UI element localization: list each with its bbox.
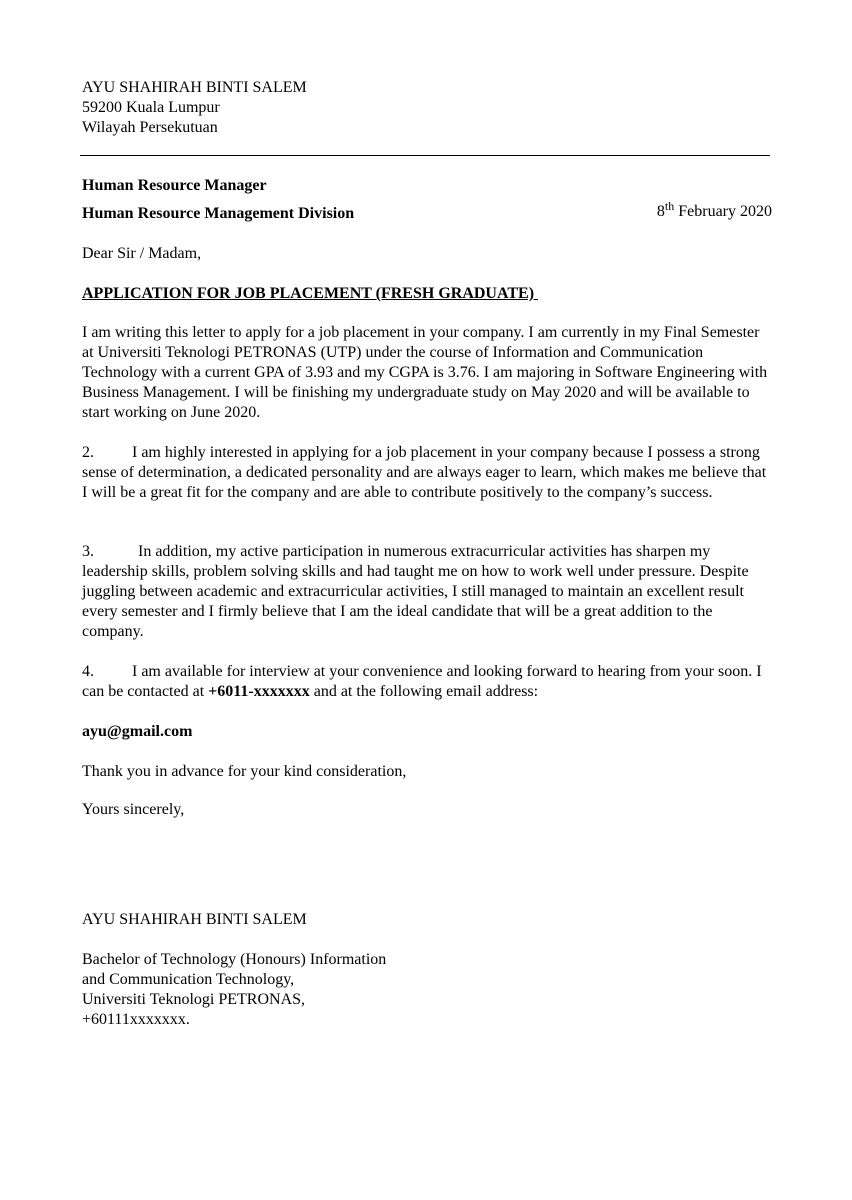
signature-details: [82, 950, 386, 1030]
closing-valediction: Yours sincerely,: [82, 801, 185, 818]
paragraph-4-number: 4.: [82, 663, 94, 680]
sender-name: AYU SHAHIRAH BINTI SALEM: [82, 79, 307, 96]
recipient-title: Human Resource Manager: [82, 177, 267, 194]
signature-degree-line-2: and Communication Technology,: [82, 971, 295, 988]
paragraph-2-text: I am highly interested in applying for a job placement in your company because I possess a strong sense of determination, a dedicated personality and are always eager to learn, which makes me believe that I will be a great fit for the company and are able to contribute positively to the company’s success.: [82, 444, 767, 501]
subject-line: APPLICATION FOR JOB PLACEMENT (FRESH GRADUATE): [82, 285, 539, 302]
sender-postcode-city: 59200 Kuala Lumpur: [82, 99, 220, 116]
paragraph-3-number: 3.: [82, 543, 94, 560]
date-day: 8: [656, 203, 665, 220]
date-month-year: February 2020: [678, 203, 772, 220]
paragraph-4-text-after: and at the following email address:: [309, 683, 539, 700]
paragraph-3-text: In addition, my active participation in numerous extracurricular activities has sharpen my leadership skills, problem solving skills and had taught me on how to work well under pressure. Despite juggling between academic and extracurricular activities, I still managed to maintain an excellent result every semester and I firmly believe that I am the ideal candidate that will be a great addition to the company.: [82, 543, 749, 640]
closing-thanks: Thank you in advance for your kind consideration,: [82, 763, 407, 780]
date-suffix: th: [664, 199, 675, 213]
salutation: Dear Sir / Madam,: [82, 245, 202, 262]
signature-degree-line-1: Bachelor of Technology (Honours) Information: [82, 951, 387, 968]
signature-name: AYU SHAHIRAH BINTI SALEM: [82, 911, 307, 928]
paragraph-2: [82, 443, 772, 503]
paragraph-3: [82, 542, 772, 642]
sender-address: [82, 78, 307, 138]
paragraph-1: I am writing this letter to apply for a job placement in your company. I am currently in my Final Semester at Universiti Teknologi PETRONAS (UTP) under the course of Information and Communication Technology with a current GPA of 3.93 and my CGPA is 3.76. I am majoring in Software Engineering with Business Management. I will be finishing my undergraduate study on May 2020 and will be available to start working on June 2020.: [82, 324, 768, 421]
paragraph-4-text-before: I am available for interview at your convenience and looking forward to hearing from your soon. I can be contacted at: [82, 663, 762, 700]
contact-phone: +6011-xxxxxxx: [208, 683, 310, 700]
letter-date: [600, 199, 772, 222]
contact-email: ayu@gmail.com: [82, 723, 193, 740]
signature-phone: +60111xxxxxxx.: [82, 1011, 190, 1028]
sender-region: Wilayah Persekutuan: [82, 119, 218, 136]
header-divider: [80, 155, 770, 156]
paragraph-4: [82, 662, 772, 702]
paragraph-2-number: 2.: [82, 444, 94, 461]
recipient-division: Human Resource Management Division: [82, 205, 355, 222]
signature-university: Universiti Teknologi PETRONAS,: [82, 991, 306, 1008]
